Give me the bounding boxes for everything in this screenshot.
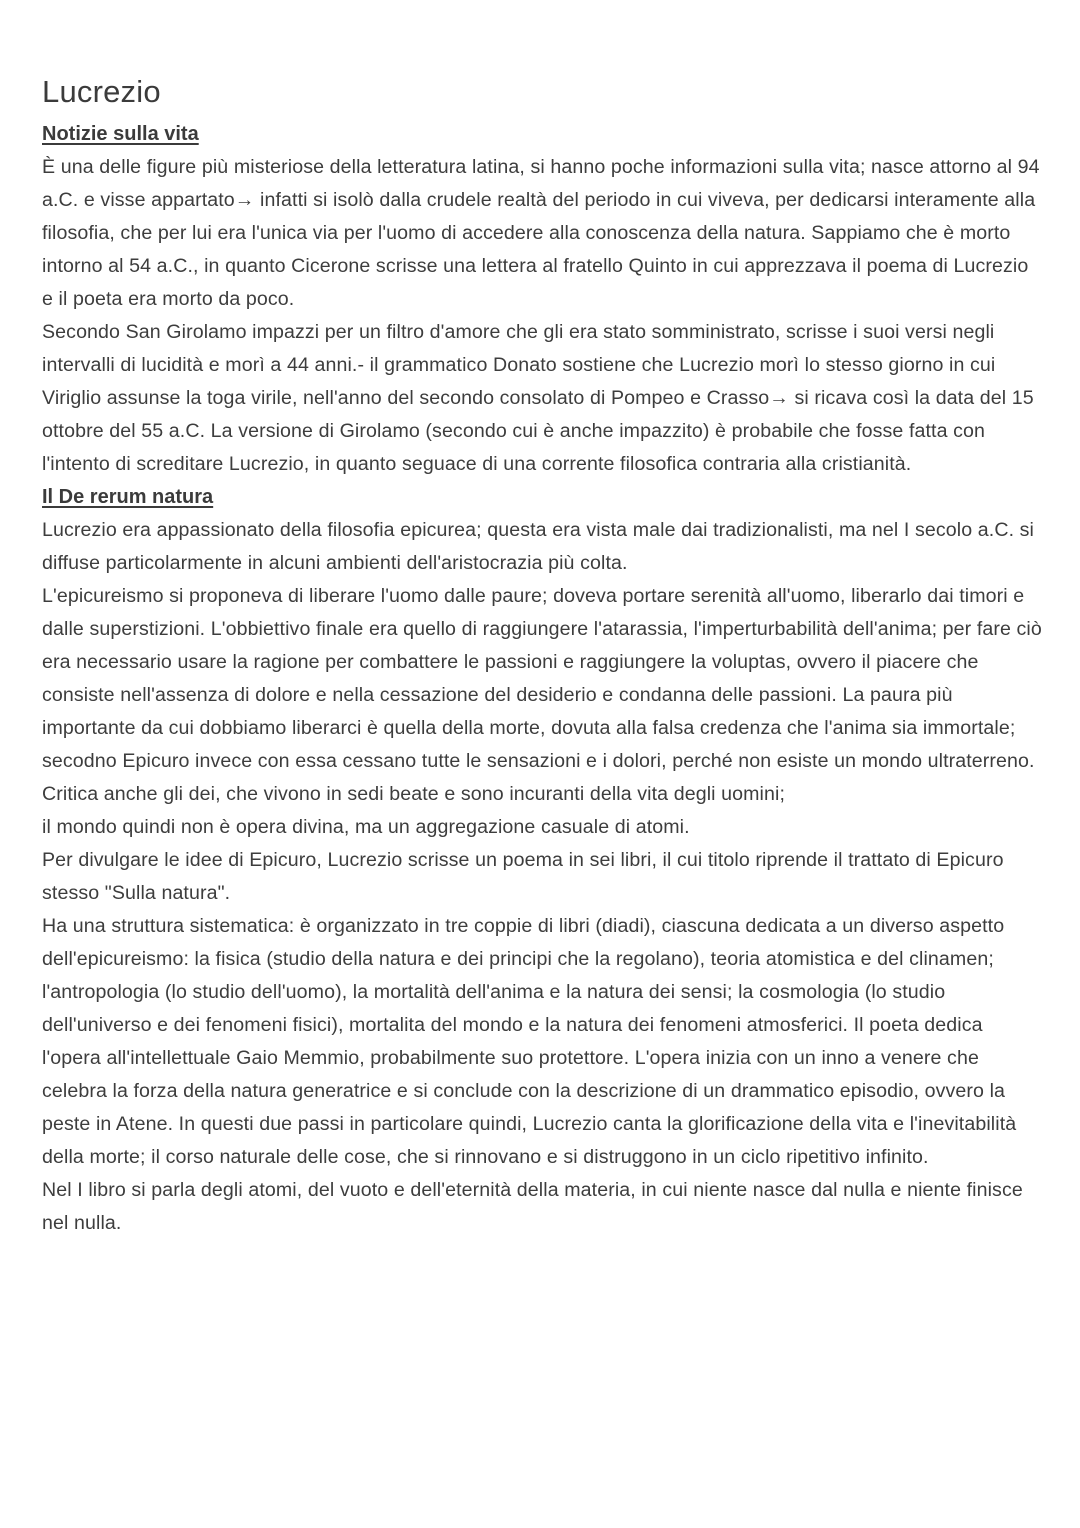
section-heading: Il De rerum natura: [42, 486, 214, 508]
document-page: [42, 70, 1042, 1240]
paragraph: Nel I libro si parla degli atomi, del vuoto e dell'eternità della materia, in cui niente nasce dal nulla e niente finisce nel nulla.: [42, 1179, 1023, 1234]
section-heading: Notizie sulla vita: [42, 123, 199, 145]
paragraph: Secondo San Girolamo impazzi per un filtro d'amore che gli era stato somministrato, scrisse i suoi versi negli intervalli di lucidità e morì a 44 anni.- il grammatico Donato sostiene che Lucrezio morì lo stesso giorno in cui Viriglio assunse la toga virile, nell'anno del secondo consolato di Pompeo e Crasso→ si ricava così la data del 15 ottobre del 55 a.C. La versione di Girolamo (secondo cui è anche impazzito) è probabile che fosse fatta con l'intento di screditare Lucrezio, in quanto seguace di una corrente filosofica contraria alla cristianità.: [42, 321, 1034, 475]
paragraph: Per divulgare le idee di Epicuro, Lucrezio scrisse un poema in sei libri, il cui titolo riprende il trattato di Epicuro stesso "Sulla natura".: [42, 849, 1004, 904]
paragraph: L'epicureismo si proponeva di liberare l'uomo dalle paure; doveva portare serenità all'uomo, liberarlo dai timori e dalle superstizioni. L'obbiettivo finale era quello di raggiungere l'atarassia, l'imperturbabilità dell'anima; per fare ciò era necessario usare la ragione per combattere le passioni e raggiungere la voluptas, ovvero il piacere che consiste nell'assenza di dolore e nella cessazione del desiderio e condanna delle passioni. La paura più importante da cui dobbiamo liberarci è quella della morte, dovuta alla falsa credenza che l'anima sia immortale; secodno Epicuro invece con essa cessano tutte le sensazioni e i dolori, perché non esiste un mondo ultraterreno. Critica anche gli dei, che vivono in sedi beate e sono incuranti della vita degli uomini;: [42, 585, 1042, 805]
section-de-rerum-natura: [42, 481, 1042, 1240]
section-notizie-sulla-vita: [42, 118, 1042, 481]
paragraph: il mondo quindi non è opera divina, ma un aggregazione casuale di atomi.: [42, 816, 690, 838]
paragraph: Ha una struttura sistematica: è organizzato in tre coppie di libri (diadi), ciascuna dedicata a un diverso aspetto dell'epicureismo: la fisica (studio della natura e dei principi che la regolano), teoria atomistica e del clinamen; l'antropologia (lo studio dell'uomo), la mortalità dell'anima e la natura dei sensi; la cosmologia (lo studio dell'universo e dei fenomeni fisici), mortalita del mondo e la natura dei fenomeni atmosferici. Il poeta dedica l'opera all'intellettuale Gaio Memmio, probabilmente suo protettore. L'opera inizia con un inno a venere che celebra la forza della natura generatrice e si conclude con la descrizione di un drammatico episodio, ovvero la peste in Atene. In questi due passi in particolare quindi, Lucrezio canta la glorificazione della vita e l'inevitabilità della morte; il corso naturale delle cose, che si rinnovano e si distruggono in un ciclo ripetitivo infinito.: [42, 915, 1017, 1168]
paragraph: È una delle figure più misteriose della letteratura latina, si hanno poche informazioni sulla vita; nasce attorno al 94 a.C. e visse appartato→ infatti si isolò dalla crudele realtà del periodo in cui viveva, per dedicarsi interamente alla filosofia, che per lui era l'unica via per l'uomo di accedere alla conoscenza della natura. Sappiamo che è morto intorno al 54 a.C., in quanto Cicerone scrisse una lettera al fratello Quinto in cui apprezzava il poema di Lucrezio e il poeta era morto da poco.: [42, 156, 1040, 310]
paragraph: Lucrezio era appassionato della filosofia epicurea; questa era vista male dai tradizionalisti, ma nel I secolo a.C. si diffuse particolarmente in alcuni ambienti dell'aristocrazia più colta.: [42, 519, 1035, 574]
document-title: Lucrezio: [42, 74, 161, 109]
